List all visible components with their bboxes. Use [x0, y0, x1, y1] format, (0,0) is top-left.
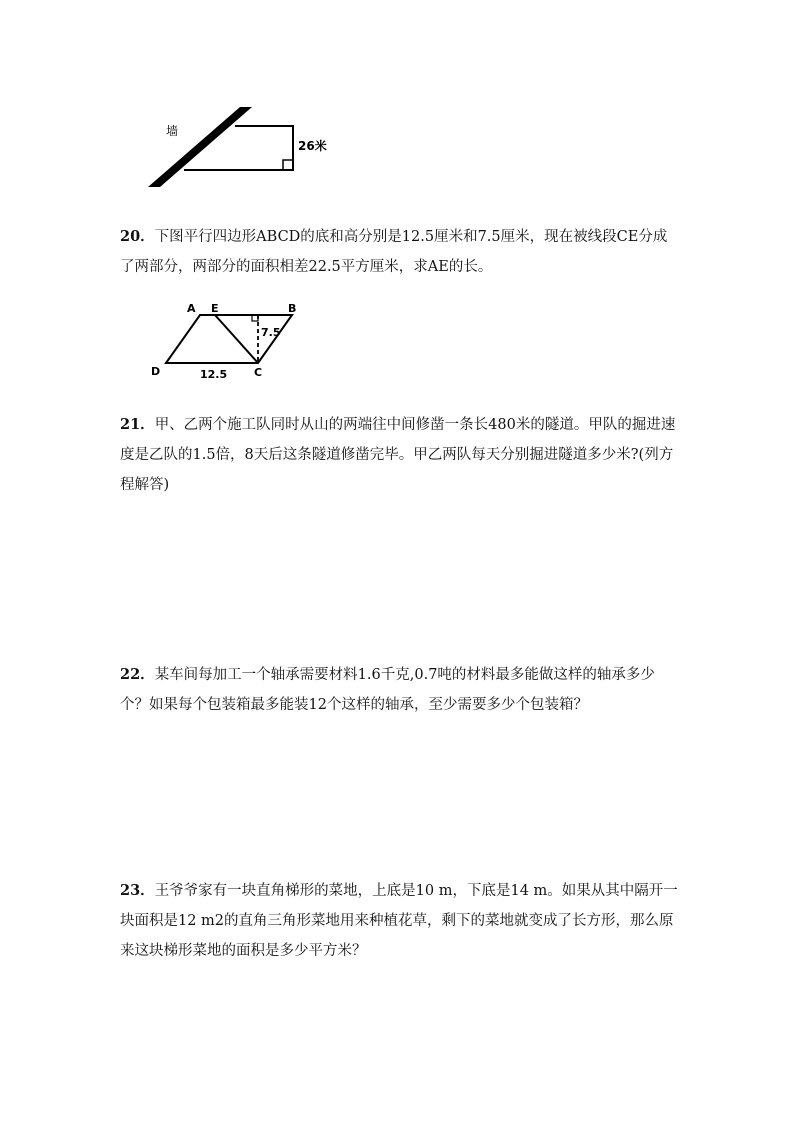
question-text: 甲、乙两个施工队同时从山的两端往中间修凿一条长480米的隧道。甲队的掘进速度是乙队的1.5倍，8天后这条隧道修凿完毕。甲乙两队每天分别掘进隧道多少米?(列方程解答)	[120, 417, 676, 493]
label-b: B	[288, 302, 297, 315]
wall-field-figure	[140, 100, 340, 195]
question-23	[120, 876, 680, 966]
question-number: 22．	[120, 666, 155, 683]
question-number: 21．	[120, 416, 155, 433]
question-text: 某车间每加工一个轴承需要材料1.6千克,0.7吨的材料最多能做这样的轴承多少个？如果每个包装箱最多能装12个这样的轴承，至少需要多少个包装箱？	[120, 667, 655, 713]
wall-label: 墙	[166, 124, 179, 138]
base-label: 12.5	[200, 368, 228, 381]
label-a: A	[187, 302, 196, 315]
parallelogram-outline	[166, 315, 292, 363]
question-20	[120, 222, 680, 282]
question-text: 下图平行四边形ABCD的底和高分别是12.5厘米和7.5厘米，现在被线段CE分成了两部分，两部分的面积相差22.5平方厘米，求AE的长。	[120, 229, 668, 275]
question-number: 20．	[120, 228, 155, 245]
question-21	[120, 410, 680, 500]
label-e: E	[211, 302, 219, 315]
question-number: 23．	[120, 882, 155, 899]
segment-ce	[215, 315, 258, 363]
question-text: 王爷爷家有一块直角梯形的菜地，上底是10 m，下底是14 m。如果从其中隔开一块面积是12 m2的直角三角形菜地用来种植花草，剩下的菜地就变成了长方形，那么原来这块梯形菜地的面积是多少平方米？	[120, 883, 678, 959]
length-label: 26米	[298, 139, 327, 153]
label-c: C	[254, 366, 263, 379]
wall-shape	[148, 107, 252, 187]
height-label: 7.5	[261, 326, 281, 339]
right-angle-mark	[283, 160, 293, 170]
label-d: D	[151, 365, 161, 378]
parallelogram-figure	[140, 298, 320, 384]
question-22	[120, 660, 680, 720]
